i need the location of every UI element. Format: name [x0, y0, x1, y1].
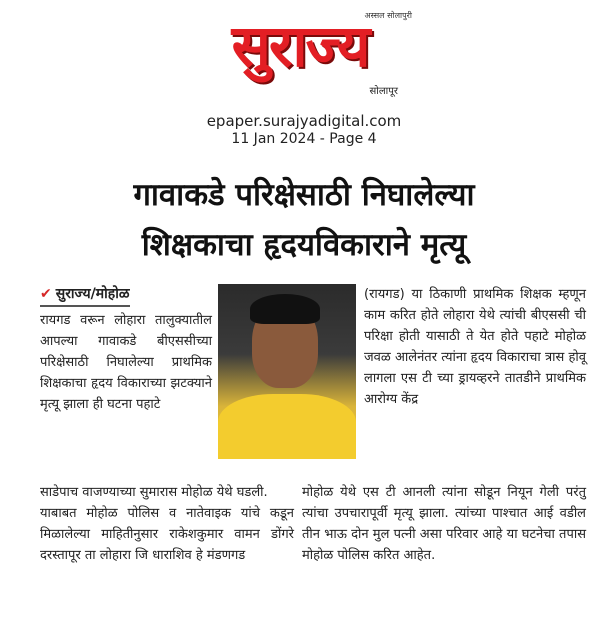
paragraph-3: (रायगड) या ठिकाणी प्राथमिक शिक्षक म्हणून काम करित होते लोहारा येथे त्यांची बीएससी ची परिक्षा होती यासाठी ते येत होते पहाटे मोहोळ जवळ आलेनंतर त्यांना हृदय विकाराचा त्रास होवू लागला एस टी च्या ड्रायव्हरने तातडीने प्राथमिक आरोग्य केंद्र [364, 287, 586, 407]
paragraph-2: याबाबत मोहोळ पोलिस व नातेवाइक यांचे कडून मिळालेल्या माहितीनुसार राकेशकुमार वामन डोंगरे दरस्तापूर ता लोहारा जि धाराशिव हे मंडणगड [40, 506, 294, 563]
paragraph-1: रायगड वरून लोहारा तालुक्यातील आपल्या गावाकडे बीएससीच्या परिक्षेसाठी निघालेल्या प्राथमिक शिक्षकाचा हृदय विकाराच्या झटक्याने मृत्यू झाला ही घटना पहाटे [40, 313, 212, 412]
headline-line-1: गावाकडे परिक्षेसाठी निघालेल्या [133, 177, 475, 213]
article-column-left-bottom [40, 482, 294, 566]
article-column-right-bottom [302, 482, 586, 566]
logo-wordmark: सुराज्य [231, 12, 369, 80]
checkmark-icon: ✔ [40, 286, 52, 302]
article-column-left-top [40, 310, 212, 415]
masthead [0, 0, 608, 112]
headline-line-2: शिक्षकाचा हृदयविकाराने मृत्यू [141, 227, 467, 263]
photo-hair [250, 294, 320, 324]
paragraph-4: मोहोळ येथे एस टी आनली त्यांना सोडून नियून गेली परंतु त्यांचा उपचारापूर्वी मृत्यू झाला. त्यांच्या पाश्चात आई वडील तीन भाऊ दोन मुल पत्नी असा परिवार आहे या घटनेचा तपास मोहोळ पोलिस करित आहेत. [302, 485, 586, 563]
source-url: epaper.surajyadigital.com [206, 112, 402, 130]
paragraph-1-continued: साडेपाच वाजण्याच्या सुमारास मोहोळ येथे घडली. [40, 485, 268, 500]
article-column-right-top [364, 284, 586, 410]
logo-location: सोलापूर [369, 86, 398, 97]
byline [40, 284, 130, 307]
byline-text: सुराज्य/मोहोळ [55, 286, 130, 302]
logo-tagline: अस्सल सोलापुरी [364, 11, 412, 20]
surajya-logo [186, 10, 414, 97]
teacher-photo [218, 284, 356, 459]
date-page: 11 Jan 2024 - Page 4 [231, 131, 377, 147]
photo-shirt [218, 394, 356, 459]
article-headline [20, 170, 588, 270]
